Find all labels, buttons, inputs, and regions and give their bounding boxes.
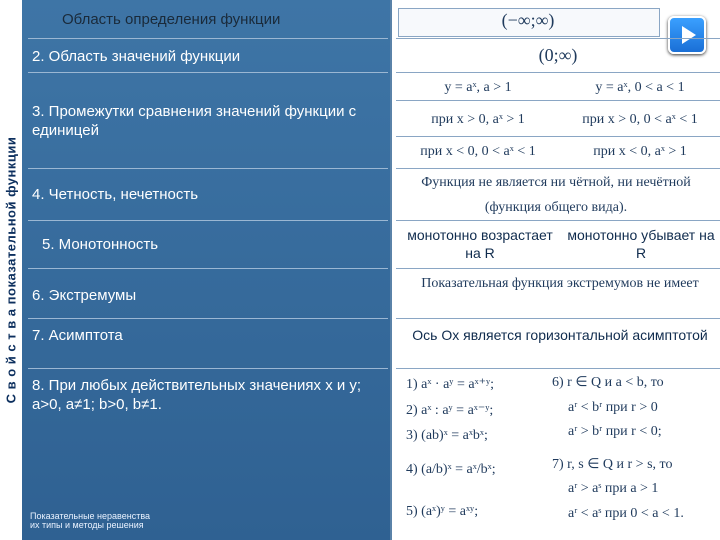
row-extrema-label: 6. Экстремумы: [32, 287, 137, 304]
identity-6: 6) r ∈ Q и a < b, то: [552, 375, 664, 390]
compare-a-gt1-xpos: при x > 0, aˣ > 1: [431, 112, 525, 127]
identity-6a: aʳ < bʳ при r > 0: [568, 400, 658, 415]
separator: [396, 220, 720, 221]
monotonic-decreasing: монотонно убывает на R: [567, 227, 715, 261]
separator: [396, 136, 720, 137]
compare-a-lt1-xneg: при x < 0, aˣ > 1: [593, 144, 687, 159]
compare-a-lt1-xpos: при x > 0, 0 < aˣ < 1: [582, 112, 698, 127]
separator: [28, 72, 388, 73]
separator: [28, 38, 388, 39]
identity-3: 3) (ab)ˣ = aˣbˣ;: [406, 428, 488, 443]
header-a-lt-1: y = aˣ, 0 < a < 1: [595, 80, 685, 95]
compare-a-gt1-xneg: при x < 0, 0 < aˣ < 1: [420, 144, 536, 159]
separator: [28, 318, 388, 319]
row-domain-label: Область определения функции: [62, 11, 281, 28]
side-title: С в о й с т в а показательной функции: [3, 136, 19, 404]
footer-logo-line1: Показательные неравенства: [30, 511, 151, 521]
domain-value: (−∞;∞): [501, 10, 555, 30]
row-compare-label: 3. Промежутки сравнения значений функции с единицей: [32, 103, 357, 139]
row-asymptote-label: 7. Асимптота: [32, 327, 123, 344]
asymptote-value: Ось Ox является горизонтальной асимптотой: [412, 327, 708, 343]
separator: [28, 168, 388, 169]
separator: [28, 220, 388, 221]
identity-4: 4) (a/b)ˣ = aˣ/bˣ;: [406, 462, 496, 477]
row-monotonic-label: 5. Монотонность: [42, 236, 159, 253]
separator: [28, 368, 388, 369]
parity-value: Функция не является ни чётной, ни нечётной (функция общего вида).: [421, 175, 691, 215]
separator: [28, 268, 388, 269]
identity-2: 2) aˣ : aʸ = aˣ⁻ʸ;: [406, 403, 494, 418]
footer-logo[interactable]: [30, 512, 150, 530]
separator: [396, 318, 720, 319]
header-a-gt-1: y = aˣ, a > 1: [444, 80, 512, 95]
separator: [396, 100, 720, 101]
separator: [396, 268, 720, 269]
identity-7: 7) r, s ∈ Q и r > s, то: [552, 457, 673, 472]
range-value: (0;∞): [538, 45, 578, 65]
side-title-bar: [0, 0, 22, 540]
extrema-value: Показательная функция экстремумов не имеет: [421, 276, 699, 291]
identity-1: 1) aˣ · aʸ = aˣ⁺ʸ;: [406, 377, 495, 392]
separator: [396, 38, 720, 39]
row-identities-label: 8. При любых действительных значениях x и y; a>0, a≠1; b>0, b≠1.: [32, 377, 362, 413]
separator: [396, 72, 720, 73]
properties-list-panel: [22, 0, 390, 540]
identity-7b: aʳ < aˢ при 0 < a < 1.: [568, 506, 684, 521]
monotonic-increasing: монотонно возрастает на R: [407, 227, 553, 261]
row-range-label: 2. Область значений функции: [32, 48, 241, 65]
identity-5: 5) (aˣ)ʸ = aˣʸ;: [406, 504, 479, 519]
separator: [396, 168, 720, 169]
footer-logo-line2: их типы и методы решения: [30, 520, 144, 530]
separator: [396, 368, 720, 369]
row-parity-label: 4. Четность, нечетность: [32, 186, 199, 203]
identity-6b: aʳ > bʳ при r < 0;: [568, 424, 662, 439]
identity-7a: aʳ > aˢ при a > 1: [568, 481, 659, 496]
